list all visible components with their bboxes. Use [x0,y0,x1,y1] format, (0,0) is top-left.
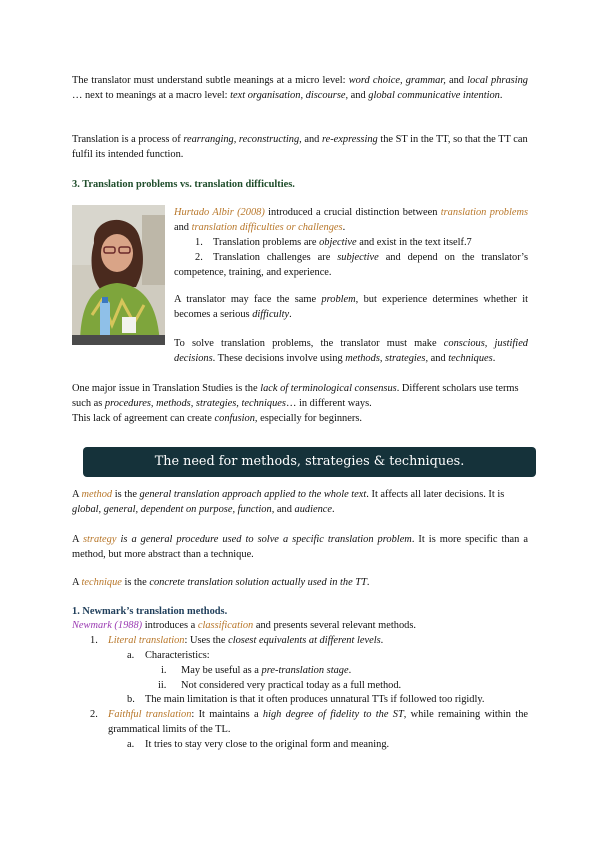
text: , while remaining within the grammatical limits of the TL. [108,709,528,735]
text: . It affects all later decisions. It is [366,489,505,500]
emphasis: difficulty [252,309,290,320]
text: A translator may face the same [174,294,322,305]
list-letter: a. [127,650,135,661]
text: is the [121,577,150,588]
text: and [445,75,468,86]
list-number: 2. [90,709,98,720]
decisions-paragraph [174,336,528,366]
section-banner: The need for methods, strategies & techniques. [83,447,536,477]
text: . [492,353,496,364]
list-item: It tries to stay very close to the original form and meaning. [145,739,390,750]
text: , especially for beginners. [254,413,362,424]
emphasis: concrete translation solution actually used in the TT [149,577,367,588]
keyword: classification [197,620,254,631]
citation: Hurtado Albir (2008) [174,207,265,218]
list-letter: a. [127,739,135,750]
text: is the [112,489,140,500]
emphasis: translation problems [440,207,529,218]
text: . [380,635,384,646]
text: . [332,504,335,515]
text: . These decisions involve using [212,353,346,364]
text: . Different scholars use terms such as [72,383,519,409]
emphasis: objective [319,237,357,248]
list-item: Not considered very practical today as a full method. [181,680,402,691]
list-item [213,235,528,250]
method-definition [72,487,528,517]
text: introduces a [142,620,198,631]
list-item: The main limitation is that it often produces unnatural TTs if followed too rigidly. [145,694,485,705]
emphasis: subjective [337,252,379,263]
citation: Newmark (1988) [72,620,143,631]
text: and [348,90,369,101]
newmark-heading: 1. Newmark’s translation methods. [72,606,228,617]
text: Translation is a process of [72,134,184,145]
text: . It is more specific than a method, but more abstract than a technique. [72,534,529,560]
text: . [289,309,292,320]
emphasis: confusion [214,413,255,424]
text: Translation challenges are [213,252,338,263]
text: . [499,90,503,101]
emphasis: techniques [448,353,493,364]
emphasis: procedures, methods, strategies, techniques [104,398,286,409]
emphasis: is a general procedure used to solve a specific translation problem [120,534,412,545]
list-roman: ii. [158,680,167,691]
text: , but experience determines whether it becomes a serious [174,294,528,320]
text: . [348,665,352,676]
emphasis: conscious, justified decisions [174,338,528,364]
emphasis: local phrasing [467,75,528,86]
text: To solve translation problems, the translator must make [174,338,444,349]
text: Translation problems are [213,237,320,248]
emphasis: audience [294,504,333,515]
author-photo [72,205,165,345]
text: introduced a crucial distinction between [264,207,441,218]
text: : Uses the [184,635,229,646]
text: . [366,577,370,588]
text: and presents several relevant methods. [253,620,416,631]
emphasis: lack of terminological consensus [260,383,397,394]
text: … next to meanings at a macro level: [72,90,231,101]
text: the ST in the TT, so that the TT can fulfil its intended function. [72,134,528,160]
text: and exist in the text itself.7 [356,237,472,248]
method-item [108,633,528,648]
process-paragraph [72,132,528,162]
emphasis: text organisation, discourse, [230,90,349,101]
keyword: strategy [82,534,117,545]
list-number: 2. [195,252,203,263]
text: The translator must understand subtle meanings at a micro level: [72,75,349,86]
text: and [274,504,295,515]
strategy-definition [72,532,528,562]
keyword: method [81,489,113,500]
text: and depend on the translator’s competence, training, and experience. [174,252,528,278]
method-name: Literal translation [108,635,185,646]
list-number: 1. [90,635,98,646]
emphasis: rearranging, reconstructing, [183,134,302,145]
text: and [428,353,449,364]
newmark-intro [72,618,528,633]
difficulty-paragraph [174,292,528,322]
emphasis: re-expressing [321,134,378,145]
technique-definition [72,575,528,590]
text: One major issue in Translation Studies is the [72,383,261,394]
list-roman: i. [161,665,167,676]
list-item [181,663,351,678]
emphasis: translation difficulties or challenges [191,222,343,233]
hurtado-paragraph [174,205,528,235]
list-item [174,250,528,280]
text: and [174,222,192,233]
list-item: Characteristics: [145,650,210,661]
emphasis: global communicative intention [368,90,500,101]
emphasis: high degree of fidelity to the ST [262,709,404,720]
text: … in different ways. [285,398,372,409]
keyword: technique [81,577,122,588]
text: May be useful as a [181,665,262,676]
emphasis: general translation approach applied to the whole text [139,489,367,500]
list-letter: b. [127,694,135,705]
text: A [72,534,83,545]
text: . [342,222,346,233]
method-item [108,707,528,737]
text: A [72,489,82,500]
emphasis: problem [321,294,356,305]
text: A [72,577,82,588]
terminology-paragraph [72,381,528,426]
emphasis: word choice, grammar, [348,75,446,86]
emphasis: methods, strategies, [345,353,429,364]
method-name: Faithful translation [108,709,192,720]
text: This lack of agreement can create [72,413,215,424]
intro-paragraph [72,73,528,103]
emphasis: pre-translation stage [261,665,349,676]
emphasis: global, general, dependent on purpose, function, [72,504,275,515]
text: : It maintains a [191,709,263,720]
emphasis: closest equivalents at different levels [228,635,381,646]
section-heading: 3. Translation problems vs. translation difficulties. [72,179,295,190]
text: and [301,134,322,145]
list-number: 1. [195,237,203,248]
